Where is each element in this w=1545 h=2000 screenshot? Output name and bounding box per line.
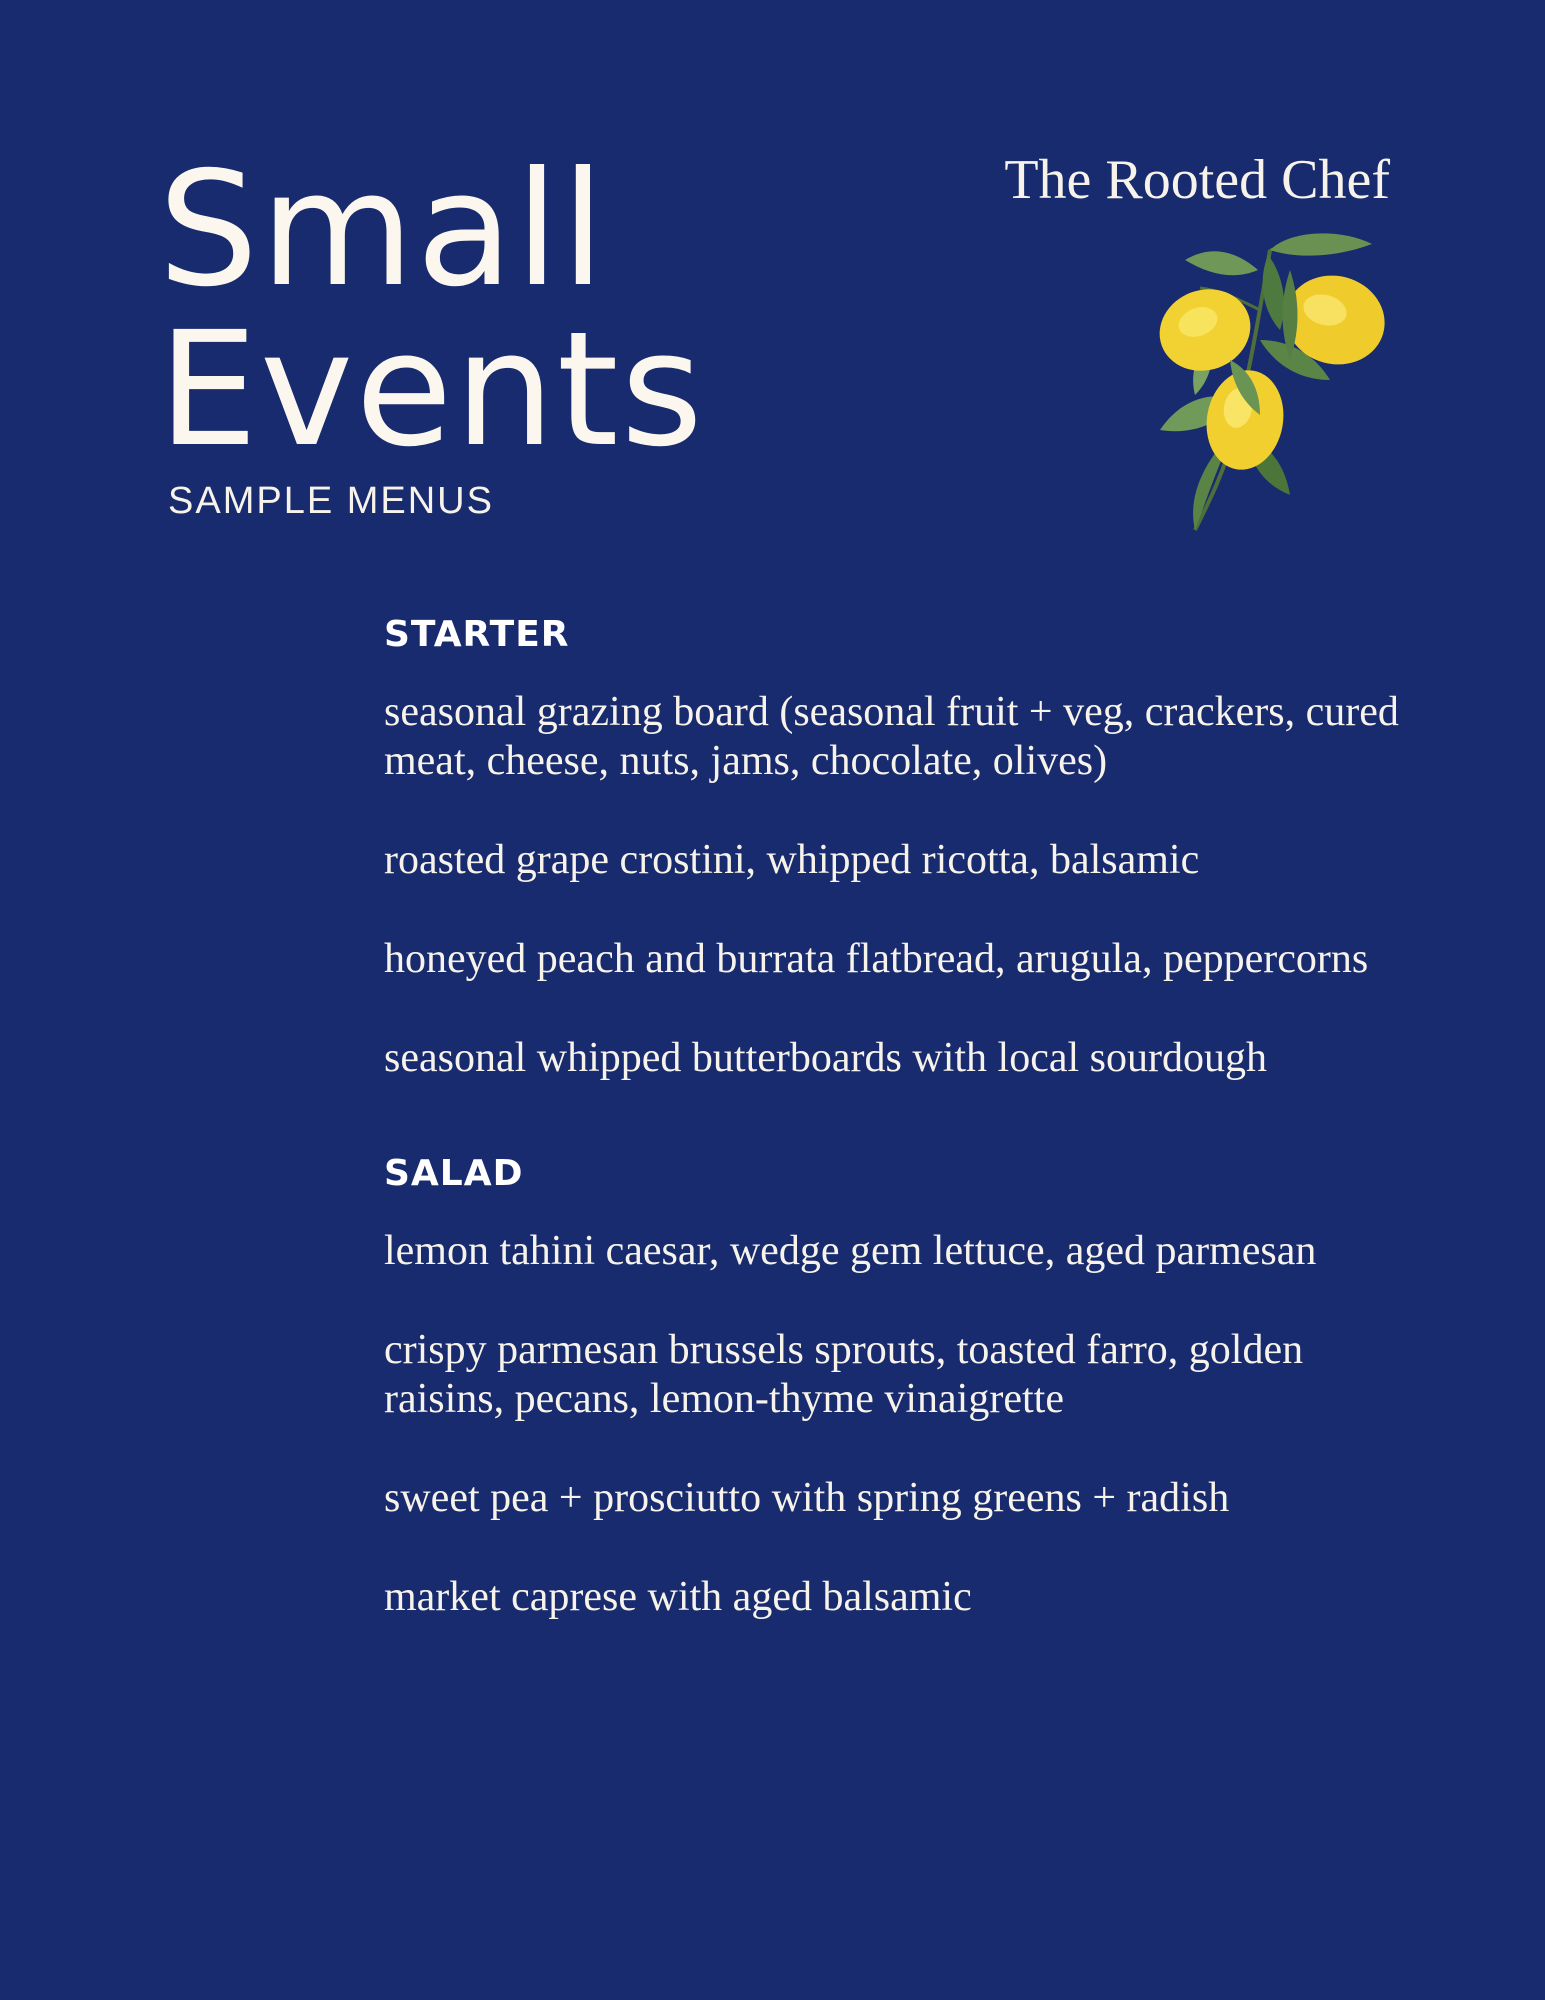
menu-section-salad xyxy=(384,1149,1404,1622)
section-heading: SALAD xyxy=(384,1153,524,1194)
title-line-small: Small xyxy=(158,138,607,322)
page-title xyxy=(158,138,858,482)
menu-item: lemon tahini caesar, wedge gem lettuce, aged parmesan xyxy=(384,1228,1317,1274)
menu-item: roasted grape crostini, whipped ricotta, balsamic xyxy=(384,837,1200,883)
menu-item: honeyed peach and burrata flatbread, arugula, peppercorns xyxy=(384,936,1369,982)
menu-item: seasonal grazing board (seasonal fruit + veg, crackers, cured meat, cheese, nuts, jams, chocolate, olives) xyxy=(384,689,1399,784)
title-line-events: Events xyxy=(158,298,705,482)
menu-item: crispy parmesan brussels sprouts, toasted farro, golden raisins, pecans, lemon-thyme vinaigrette xyxy=(384,1327,1304,1422)
menu xyxy=(384,610,1404,1672)
menu-item: seasonal whipped butterboards with local sourdough xyxy=(384,1035,1267,1081)
menu-section-starter xyxy=(384,610,1404,1083)
page-subtitle: SAMPLE MENUS xyxy=(168,480,494,522)
section-heading: STARTER xyxy=(384,614,570,655)
menu-item: sweet pea + prosciutto with spring greens + radish xyxy=(384,1475,1230,1521)
lemon-branch-icon xyxy=(1140,230,1400,550)
brand-name: The Rooted Chef xyxy=(1004,149,1390,211)
menu-item: market caprese with aged balsamic xyxy=(384,1574,972,1620)
